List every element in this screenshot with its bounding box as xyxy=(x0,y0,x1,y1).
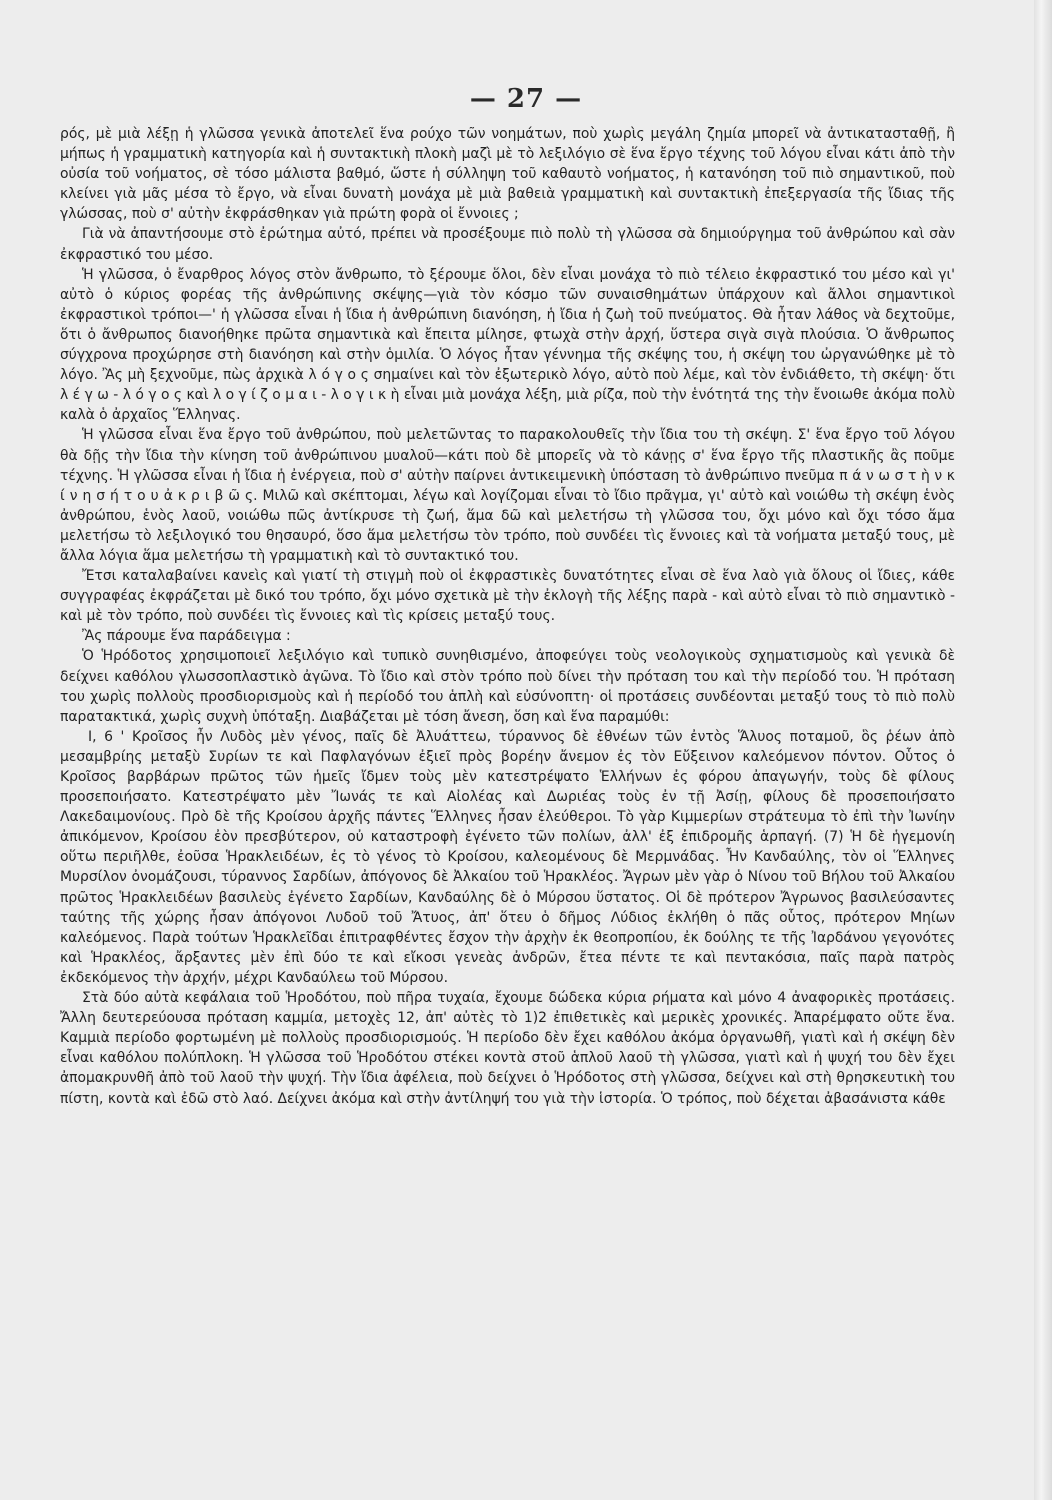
paragraph-2: Γιὰ νὰ ἀπαντήσουμε στὸ ἐρώτημα αὐτό, πρέπει νὰ προσέξουμε πιὸ πολὺ τὴ γλῶσσα σὰ δημιούργημα τοῦ ἀνθρώπου καὶ σὰν ἐκφραστικό του μέσο. xyxy=(60,226,955,263)
page-edge xyxy=(1034,0,1052,1500)
text-body xyxy=(60,124,955,1109)
paragraph-4: Ἡ γλῶσσα εἶναι ἕνα ἔργο τοῦ ἀνθρώπου, ποὺ μελετῶντας το παρακολουθεῖς τὴν ἴδια του τὴ σκέψη. Σ' ἕνα ἔργο τοῦ λόγου θὰ δῇς τὴν ἴδια τὴν κίνηση τοῦ ἀνθρώπινου μυαλοῦ—κάτι ποὺ δὲ μπορεῖς νὰ τὸ κάνῃς σ' ἕνα ἔργο τῆς πλαστικῆς ἂς ποῦμε τέχνης. Ἡ γλῶσσα εἶναι ἡ ἴδια ἡ ἐνέργεια, ποὺ σ' αὐτὴν παίρνει ἀντικειμενικὴ ὑπόσταση τὸ ἀνθρώπινο πνεῦμα π ά ν ω σ τ ὴ ν κ ί ν η σ ή τ ο υ ἀ κ ρ ι β ῶ ς. Μιλῶ καὶ σκέπτομαι, λέγω καὶ λογίζομαι εἶναι τὸ ἴδιο πρᾶγμα, γι' αὐτὸ καὶ νοιώθω τὴ σκέψη ἑνὸς ἀνθρώπου, ἑνὸς λαοῦ, νοιώθω πῶς ἀντίκρυσε τὴ ζωή, ἅμα δῶ καὶ μελετήσω τὴ γλῶσσα του, ὄχι μόνο καὶ ὄχι τόσο ἅμα μελετήσω τὸ λεξιλογικό του θησαυρό, ὅσο ἅμα μελετήσω τὸν τρόπο, ποὺ συνδέει τὶς ἔννοιες καὶ τὰ νοήματα μεταξύ τους, μὲ ἄλλα λόγια ἅμα μελετήσω τὴ γραμματικὴ καὶ τὸ συντακτικό του. xyxy=(60,427,955,564)
paragraph-3: Ἡ γλῶσσα, ὁ ἔναρθρος λόγος στὸν ἄνθρωπο, τὸ ξέρουμε ὅλοι, δὲν εἶναι μονάχα τὸ πιὸ τέλειο ἐκφραστικό του μέσο καὶ γι' αὐτὸ ὁ κύριος φορέας τῆς ἀνθρώπινης σκέψης—γιὰ τὸν κόσμο τῶν συναισθημάτων ὑπάρχουν καὶ ἄλλοι σημαντικοὶ ἐκφραστικοὶ τρόποι—' ἡ γλῶσσα εἶναι ἡ ἴδια ἡ ἀνθρώπινη διανόηση, ἡ ἴδια ἡ ζωὴ τοῦ πνεύματος. Θὰ ἦταν λάθος νὰ δεχτοῦμε, ὅτι ὁ ἄνθρωπος διανοήθηκε πρῶτα σημαντικὰ καὶ ἔπειτα μίλησε, φτωχὰ στὴν ἀρχή, ὕστερα σιγὰ σιγὰ πλούσια. Ὁ ἄνθρωπος σύγχρονα προχώρησε στὴ διανόηση καὶ στὴν ὁμιλία. Ὁ λόγος ἦταν γέννημα τῆς σκέψης του, ἡ σκέψη του ὠργανώθηκε μὲ τὸ λόγο. Ἂς μὴ ξεχνοῦμε, πὼς ἀρχικὰ λ ό γ ο ς σημαίνει καὶ τὸν ἐξωτερικὸ λόγο, αὐτὸ ποὺ λέμε, καὶ τὸν ἐνδιάθετο, τὴ σκέψη· ὅτι λ έ γ ω - λ ό γ ο ς καὶ λ ο γ ί ζ ο μ α ι - λ ο γ ι κ ὴ εἶναι μιὰ μονάχα λέξη, μιὰ ρίζα, ποὺ τὴν ἑνότητά της τὴν ἔνοιωθε ἀκόμα πολὺ καλὰ ὁ ἀρχαῖος Ἕλληνας. xyxy=(60,266,955,424)
paragraph-1: ρός, μὲ μιὰ λέξῃ ἡ γλῶσσα γενικὰ ἀποτελεῖ ἕνα ρούχο τῶν νοημάτων, ποὺ χωρὶς μεγάλη ζημία μπορεῖ νὰ ἀντικατασταθῇ, ἢ μήπως ἡ γραμματικὴ κατηγορία καὶ ἡ συντακτικὴ πλοκὴ μαζὶ μὲ τὸ λεξιλόγιο σὲ ἕνα ἔργο τέχνης τοῦ λόγου εἶναι κάτι ἀπὸ τὴν οὐσία τοῦ νοήματος, σὲ τόσο μάλιστα βαθμό, ὥστε ἡ σύλληψη τοῦ καθαυτὸ νοήματος, ἡ κατανόηση τοῦ πιὸ σημαντικοῦ, ποὺ κλείνει γιὰ μᾶς μέσα τὸ ἔργο, νὰ εἶναι δυνατὴ μονάχα μὲ μιὰ βαθειὰ γραμματικὴ καὶ συντακτικὴ ἐπεξεργασία τῆς ἴδιας τῆς γλώσσας, ποὺ σ' αὐτὴν ἐκφράσθηκαν γιὰ πρώτη φορὰ οἱ ἔννοιες ; xyxy=(60,126,955,223)
page-number: — 27 — xyxy=(469,84,583,114)
paragraph-5: Ἔτσι καταλαβαίνει κανεὶς καὶ γιατί τὴ στιγμὴ ποὺ οἱ ἐκφραστικὲς δυνατότητες εἶναι σὲ ἕνα λαὸ γιὰ ὅλους οἱ ἴδιες, κάθε συγγραφέας ἐκφράζεται μὲ δικό του τρόπο, ὄχι μόνο σχετικὰ μὲ τὴν ἐκλογὴ τῆς λέξης παρὰ - καὶ αὐτὸ εἶναι τὸ πιὸ σημαντικὸ - καὶ μὲ τὸν τρόπο, ποὺ συνδέει τὶς ἔννοιες καὶ τὶς κρίσεις μεταξύ τους. xyxy=(60,568,955,625)
closing-paragraph: Στὰ δύο αὐτὰ κεφάλαια τοῦ Ἡροδότου, ποὺ πῆρα τυχαία, ἔχουμε δώδεκα κύρια ρήματα καὶ μόνο 4 ἀναφορικὲς προτάσεις. Ἄλλη δευτερεύουσα πρόταση καμμία, μετοχὲς 12, ἀπ' αὐτὲς τὸ 1)2 ἐπιθετικὲς καὶ μερικὲς χρονικές. Ἀπαρέμφατο οὔτε ἕνα. Καμμιὰ περίοδο φορτωμένη μὲ πολλοὺς προσδιορισμούς. Ἡ περίοδο δὲν ἔχει καθόλου ἀκόμα ὀργανωθῆ, γιατὶ καὶ ἡ σκέψη δὲν εἶναι καθόλου πολύπλοκη. Ἡ γλῶσσα τοῦ Ἡροδότου στέκει κοντὰ στοῦ ἁπλοῦ λαοῦ τὴ γλῶσσα, γιατὶ καὶ ἡ ψυχή του δὲν ἔχει ἀπομακρυνθῆ ἀπὸ τοῦ λαοῦ τὴν ψυχή. Τὴν ἴδια ἀφέλεια, ποὺ δείχνει ὁ Ἡρόδοτος στὴ γλῶσσα, δείχνει καὶ στὴ θρησκευτικὴ του πίστη, κοντὰ καὶ ἐδῶ στὸ λαό. Δείχνει ἀκόμα καὶ στὴν ἀντίληψή του γιὰ τὴν ἱστορία. Ὁ τρόπος, ποὺ δέχεται ἀβασάνιστα κάθε xyxy=(60,990,955,1107)
paragraph-6: Ἂς πάρουμε ἕνα παράδειγμα : xyxy=(82,628,291,645)
paragraph-7: Ὁ Ἡρόδοτος χρησιμοποιεῖ λεξιλόγιο καὶ τυπικὸ συνηθισμένο, ἀποφεύγει τοὺς νεολογικοὺς σχηματισμοὺς καὶ γενικὰ δὲ δείχνει καθόλου γλωσσοπλαστικὸ ἀγῶνα. Τὸ ἴδιο καὶ στὸν τρόπο ποὺ δίνει τὴν πρόταση του καὶ τὴν περίοδό του. Ἡ πρόταση του χωρὶς πολλοὺς προσδιορισμοὺς καὶ ἡ περίοδό του ἁπλὴ καὶ εὐσύνοπτη· οἱ προτάσεις συνδέονται μεταξύ τους τὸ πιὸ πολὺ παρατακτικά, χωρὶς συχνὴ ὑπόταξη. Διαβάζεται μὲ τόση ἄνεση, ὅση καὶ ἕνα παραμύθι: xyxy=(60,648,955,725)
herodotus-quote: Ι, 6 ' Κροῖσος ἦν Λυδὸς μὲν γένος, παῖς δὲ Ἀλυάττεω, τύραννος δὲ ἐθνέων τῶν ἐντὸς Ἅλυος ποταμοῦ, ὃς ῥέων ἀπὸ μεσαμβρίης μεταξὺ Συρίων τε καὶ Παφλαγόνων ἐξιεῖ πρὸς βορέην ἄνεμον ἐς τὸν Εὔξεινον καλεόμενον πόντον. Οὗτος ὁ Κροῖσος βαρβάρων πρῶτος τῶν ἡμεῖς ἴδμεν τοὺς μὲν κατεστρέψατο Ἑλλήνων ἐς φόρου ἀπαγωγήν, τοὺς δὲ φίλους προσεποιήσατο. Κατεστρέψατο μὲν Ἴωνάς τε καὶ Αἰολέας καὶ Δωριέας τοὺς ἐν τῇ Ἀσίῃ, φίλους δὲ προσεποιήσατο Λακεδαιμονίους. Πρὸ δὲ τῆς Κροίσου ἀρχῆς πάντες Ἕλληνες ἦσαν ἐλεύθεροι. Τὸ γὰρ Κιμμερίων στράτευμα τὸ ἐπὶ τὴν Ἰωνίην ἀπικόμενον, Κροίσου ἐὸν πρεσβύτερον, οὐ καταστροφὴ ἐγένετο τῶν πολίων, ἀλλ' ἐξ ἐπιδρομῆς ἁρπαγή. (7) Ἡ δὲ ἡγεμονίη οὕτω περιῆλθε, ἐοῦσα Ἡρακλειδέων, ἐς τὸ γένος τὸ Κροίσου, καλεομένους δὲ Μερμνάδας. Ἦν Κανδαύλης, τὸν οἱ Ἕλληνες Μυρσίλον ὀνομάζουσι, τύραννος Σαρδίων, ἀπόγονος δὲ Ἀλκαίου τοῦ Ἡρακλέος. Ἄγρων μὲν γὰρ ὁ Νίνου τοῦ Βήλου τοῦ Ἀλκαίου πρῶτος Ἡρακλειδέων βασιλεὺς ἐγένετο Σαρδίων, Κανδαύλης δὲ ὁ Μύρσου ὕστατος. Οἱ δὲ πρότερον Ἄγρωνος βασιλεύσαντες ταύτης τῆς χώρης ἦσαν ἀπόγονοι Λυδοῦ τοῦ Ἄτυος, ἀπ' ὅτευ ὁ δῆμος Λύδιος ἐκλήθη ὁ πᾶς οὗτος, πρότερον Μηίων καλεόμενος. Παρὰ τούτων Ἡρακλεῖδαι ἐπιτραφθέντες ἔσχον τὴν ἀρχὴν ἐκ θεοπροπίου, ἐκ δούλης τε τῆς Ἰαρδάνου γεγονότες καὶ Ἡρακλέος, ἄρξαντες μὲν ἐπὶ δύο τε καὶ εἴκοσι γενεὰς ἀνδρῶν, ἔτεα πέντε τε καὶ πεντακόσια, παῖς παρὰ πατρὸς ἐκδεκόμενος τὴν ἀρχήν, μέχρι Κανδαύλεω τοῦ Μύρσου. xyxy=(60,728,955,986)
